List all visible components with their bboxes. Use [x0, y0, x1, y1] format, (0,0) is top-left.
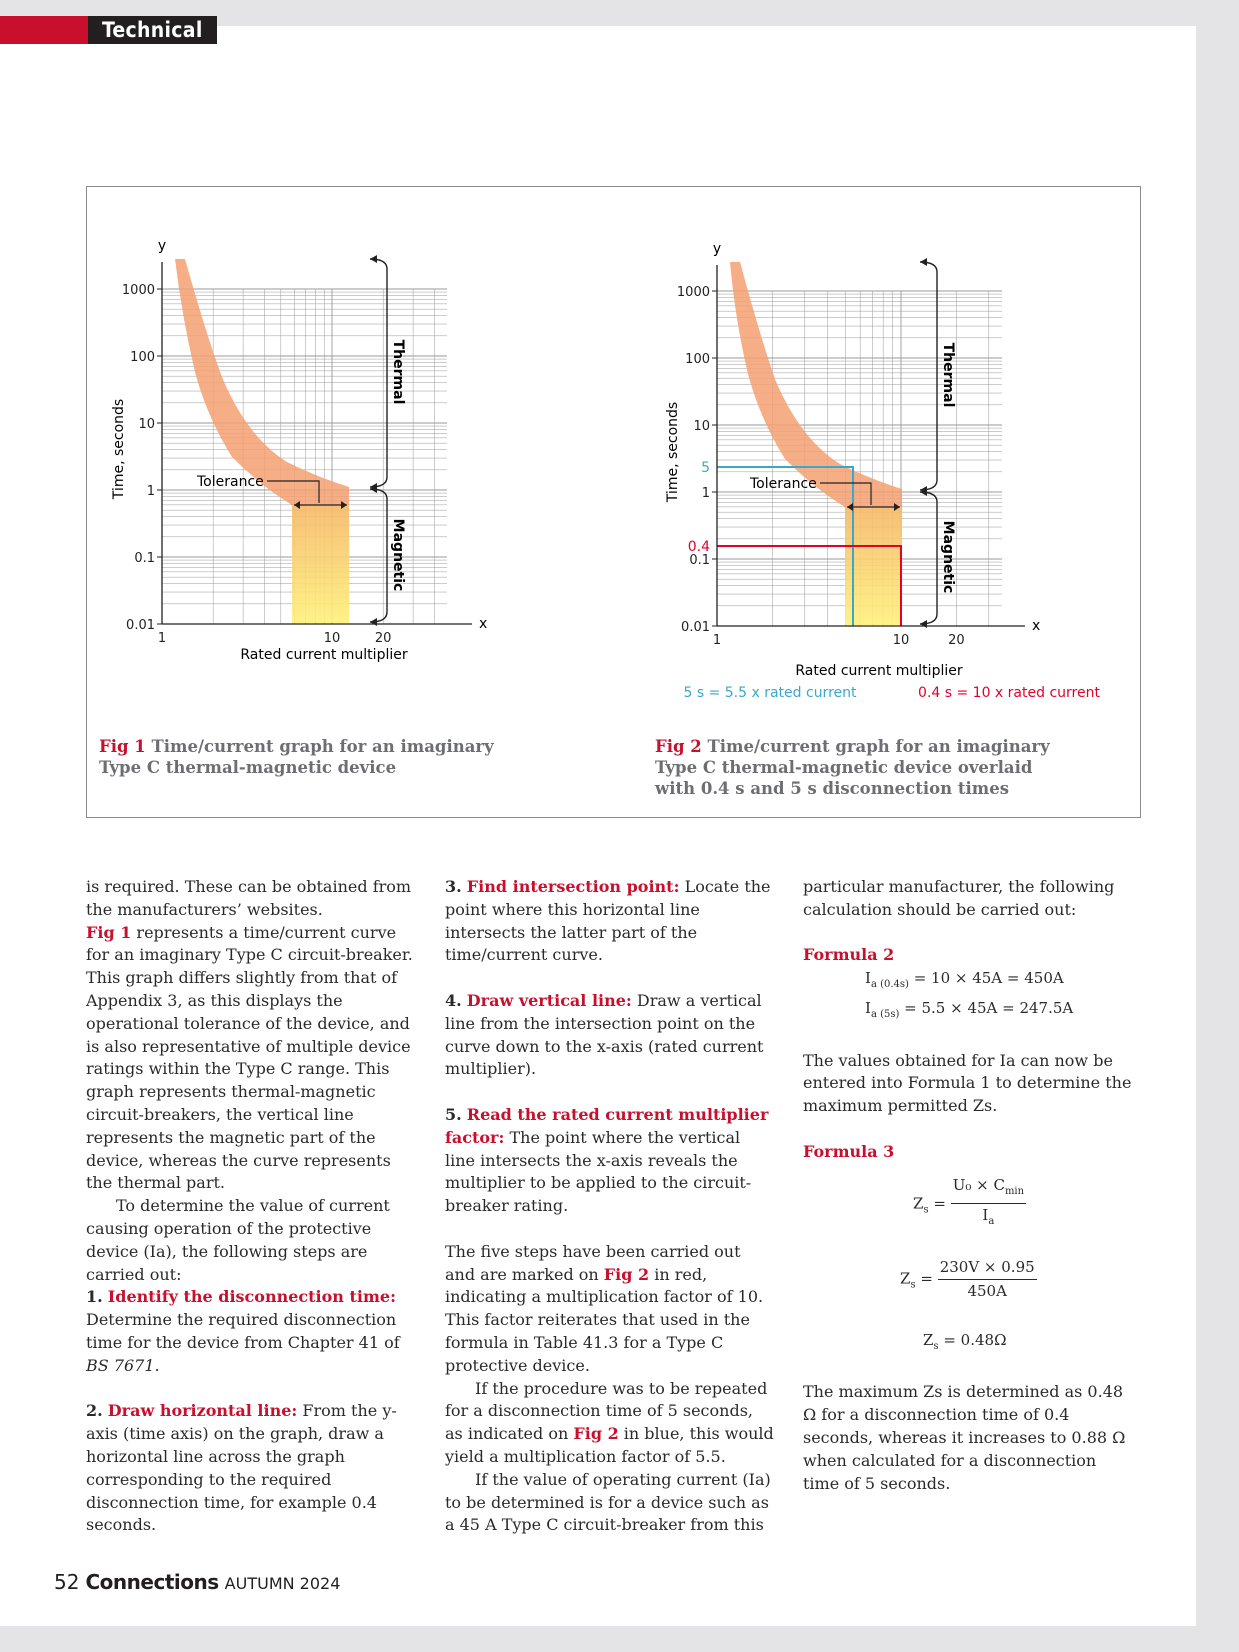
fig1-x-ticks: [158, 631, 392, 646]
f1-ytick: 1000: [121, 283, 155, 298]
f3c-rhs: = 0.48Ω: [938, 1330, 1007, 1349]
formula-3c: [803, 1329, 1133, 1359]
step-5-number: 5.: [445, 1104, 462, 1124]
section-tag: Technical: [88, 16, 217, 44]
col3-paragraph-2: The values obtained for Ia can now be entered into Formula 1 to determine the maximum permitted Zs.: [803, 1050, 1132, 1116]
step-3-heading: Find intersection point:: [466, 877, 680, 896]
f3a-num: U₀ × C: [952, 1175, 1005, 1194]
f3b-den: 450A: [967, 1281, 1007, 1300]
f2-l1-sub: a (0.4s): [870, 979, 909, 991]
footer: [54, 1570, 340, 1594]
fig2-y-letter: y: [712, 241, 722, 257]
step-3: [445, 876, 775, 967]
f2-l1-rhs: = 10 × 45A = 450A: [908, 969, 1064, 988]
col1-paragraph-2-text: represents a time/current curve for an imaginary Type C circuit-breaker. This graph differs slightly from that of Appendix 3, as this displays the operational tolerance of the device, and is also representative of multiple device ratings within the Type C range. This graph represents thermal-magnetic circuit-breakers, the vertical line represents the magnetic part of the device, whereas the curve represents the thermal part.: [86, 922, 413, 1193]
f1-ytick: 0.1: [134, 551, 155, 566]
f1-ytick: 1: [146, 484, 155, 499]
fig2-reference-1: Fig 2: [603, 1264, 650, 1284]
formula-3-title: Formula 3: [803, 1141, 895, 1161]
fig2-note-red: 0.4 s = 10 x rated current: [918, 685, 1100, 701]
step-1: [86, 1286, 416, 1377]
issue: AUTUMN 2024: [224, 1574, 341, 1593]
formula-2: [803, 967, 1133, 1027]
step-3-text: Locate the point where this horizontal line intersects the latter part of the time/current curve.: [445, 877, 771, 965]
f2-ytick: 0.1: [689, 553, 710, 568]
fig1-thermal-label: Thermal: [390, 339, 406, 405]
f2-ytick: 1000: [676, 285, 710, 300]
step-4-number: 4.: [445, 990, 462, 1010]
f3a-lhs: Z: [913, 1193, 924, 1212]
fig1-ylabel: Time, seconds: [111, 398, 127, 500]
fig1-x-letter: x: [479, 616, 488, 632]
f2-l2-sub: a (5s): [870, 1008, 900, 1020]
step-1-end: .: [154, 1355, 160, 1375]
f2-ytick: 100: [685, 352, 710, 367]
step-3-number: 3.: [445, 877, 462, 896]
f3a-lhs-sub: s: [923, 1203, 929, 1215]
fig2-caption-number: Fig 2: [655, 737, 702, 756]
f3a-den: I: [982, 1206, 989, 1225]
step-2: [86, 1400, 416, 1537]
figure-2: [647, 187, 1140, 817]
f2-xtick: 1: [712, 633, 722, 648]
fig2-caption-text: Time/current graph for an imaginary Type C thermal-magnetic device overlaid with 0.4 s and 5 s disconnection times: [655, 737, 1050, 798]
step-4: [445, 990, 775, 1081]
col2-paragraph-3: If the value of operating current (Ia) to be determined is for a device such as a 45 A Type C circuit-breaker from this: [445, 1469, 771, 1535]
fig1-tolerance-label: Tolerance: [197, 474, 264, 490]
fig1-y-letter: y: [157, 238, 167, 254]
fig2-tick-0.4: 0.4: [687, 539, 710, 555]
f3b-fraction: [938, 1256, 1037, 1303]
f2-ytick: 10: [693, 419, 710, 434]
col3-paragraph-3: The maximum Zs is determined as 0.48 Ω for a disconnection time of 0.4 seconds, whereas it increases to 0.88 Ω when calculated for a disconnection time of 5 seconds.: [803, 1382, 1126, 1493]
f2-xtick: 10: [892, 633, 910, 648]
f2-l2-rhs: = 5.5 × 45A = 247.5A: [899, 998, 1074, 1017]
fig1-caption-text: Time/current graph for an imaginary Type C thermal-magnetic device: [99, 737, 494, 777]
page-number: 52: [54, 1570, 80, 1594]
fig1-xlabel: Rated current multiplier: [240, 647, 408, 663]
f2-l2-lhs: I: [865, 998, 871, 1017]
fig2-graph: [647, 187, 1140, 727]
formula-2-title: Formula 2: [803, 945, 895, 965]
step-5: [445, 1104, 775, 1218]
fig2-reference-2: Fig 2: [573, 1424, 619, 1444]
fig1-caption-number: Fig 1: [99, 737, 146, 756]
f2-ytick: 1: [701, 486, 710, 501]
formula-3b: $Z_s$ = $\frac{230V \times 0.95}{450A}$: [803, 1256, 1133, 1303]
figure-1: [87, 187, 617, 817]
fig1-magnetic-band: [292, 505, 349, 623]
col2-p2-a: If the procedure was to be repeated for a disconnection time of 5 seconds, as indicated on: [445, 1378, 768, 1444]
col2-paragraph-2: [445, 1378, 775, 1469]
fig2-tolerance-label: Tolerance: [750, 476, 817, 492]
col1-paragraph-1: is required. These can be obtained from the manufacturers’ websites.: [86, 877, 412, 919]
f3c-lhs: Z: [923, 1330, 934, 1349]
fig2-thermal-label: Thermal: [940, 342, 956, 408]
step-4-heading: Draw vertical line:: [466, 990, 632, 1010]
col1-paragraph-2: [86, 922, 416, 1196]
fig1-y-ticks: [122, 283, 162, 633]
f3b-lhs-sub: s: [910, 1279, 916, 1291]
f3b-num: 230V × 0.95: [938, 1256, 1037, 1280]
fig2-ylabel: Time, seconds: [665, 401, 681, 503]
text-column-2: [445, 876, 775, 1537]
f1-xtick: 1: [157, 631, 167, 646]
step-2-text: From the y-axis (time axis) on the graph, draw a horizontal line across the graph corresponding to the required disconnection time, for example 0.4 seconds.: [86, 1401, 397, 1535]
col2-p1-a: The five steps have been carried out and are marked on: [445, 1241, 741, 1284]
formula-3a: $Z_s$ = $\frac{U_0 \times C_{min}}{I_a}$: [803, 1174, 1133, 1235]
step-2-number: 2.: [86, 1401, 103, 1421]
fig1-thermal-curve-band: [175, 259, 349, 505]
step-1-text: Determine the required disconnection time for the device from Chapter 41 of: [86, 1310, 400, 1352]
step-4-text: Draw a vertical line from the intersection point on the curve down to the x-axis (rated current multiplier).: [445, 990, 764, 1079]
fig2-x-letter: x: [1032, 618, 1041, 634]
f2-xtick: 20: [948, 633, 965, 648]
fig1-graph: [87, 187, 617, 727]
f3a-fraction: [951, 1174, 1026, 1235]
f1-ytick: 100: [130, 350, 155, 365]
fig2-magnetic-label: Magnetic: [940, 520, 956, 594]
fig1-reference: Fig 1: [86, 922, 132, 942]
f1-xtick: 20: [374, 631, 392, 646]
col2-p1-b: in red, indicating a multiplication factor of 10. This factor reiterates that used in the formula in Table 41.3 for a Type C protective device.: [445, 1264, 764, 1375]
fig1-caption: [99, 736, 519, 778]
text-column-3: [803, 876, 1133, 1495]
step-2-heading: Draw horizontal line:: [107, 1401, 298, 1421]
bs7671-reference: BS 7671: [86, 1355, 155, 1375]
step-5-heading: Read the rated current multiplier factor:: [445, 1104, 769, 1147]
fig2-x-ticks: [713, 633, 965, 648]
f1-xtick: 10: [323, 631, 341, 646]
f3a-num-sub: min: [1004, 1185, 1025, 1197]
step-5-text: The point where the vertical line intersects the x-axis reveals the multiplier to be applied to the circuit-breaker rating.: [445, 1127, 752, 1216]
fig2-y-ticks: [677, 285, 717, 635]
f3b-lhs: Z: [900, 1269, 911, 1288]
step-1-heading: Identify the disconnection time:: [107, 1287, 396, 1307]
col2-paragraph-1: [445, 1241, 775, 1378]
fig2-note-blue: 5 s = 5.5 x rated current: [683, 685, 857, 701]
fig1-magnetic-label: Magnetic: [390, 518, 406, 592]
col2-p2-b: in blue, this would yield a multiplication factor of 5.5.: [445, 1424, 774, 1466]
f1-ytick: 10: [138, 417, 155, 432]
fig2-xlabel: Rated current multiplier: [795, 663, 963, 679]
f2-ytick: 0.01: [681, 620, 710, 635]
f2-l1-lhs: I: [865, 969, 871, 988]
f1-ytick: 0.01: [126, 618, 155, 633]
col3-paragraph-1: particular manufacturer, the following calculation should be carried out:: [803, 877, 1115, 919]
f3c-lhs-sub: s: [933, 1340, 939, 1352]
figure-box: [86, 186, 1141, 818]
fig2-caption: [655, 736, 1055, 799]
magazine-name: Connections: [85, 1570, 219, 1594]
fig2-tick-5: 5: [701, 460, 710, 476]
text-column-1: [86, 876, 416, 1537]
f3a-den-sub: a: [988, 1216, 995, 1228]
col1-paragraph-3: To determine the value of current causing operation of the protective device (Ia), the following steps are carried out:: [86, 1196, 390, 1284]
step-1-number: 1.: [86, 1287, 103, 1307]
